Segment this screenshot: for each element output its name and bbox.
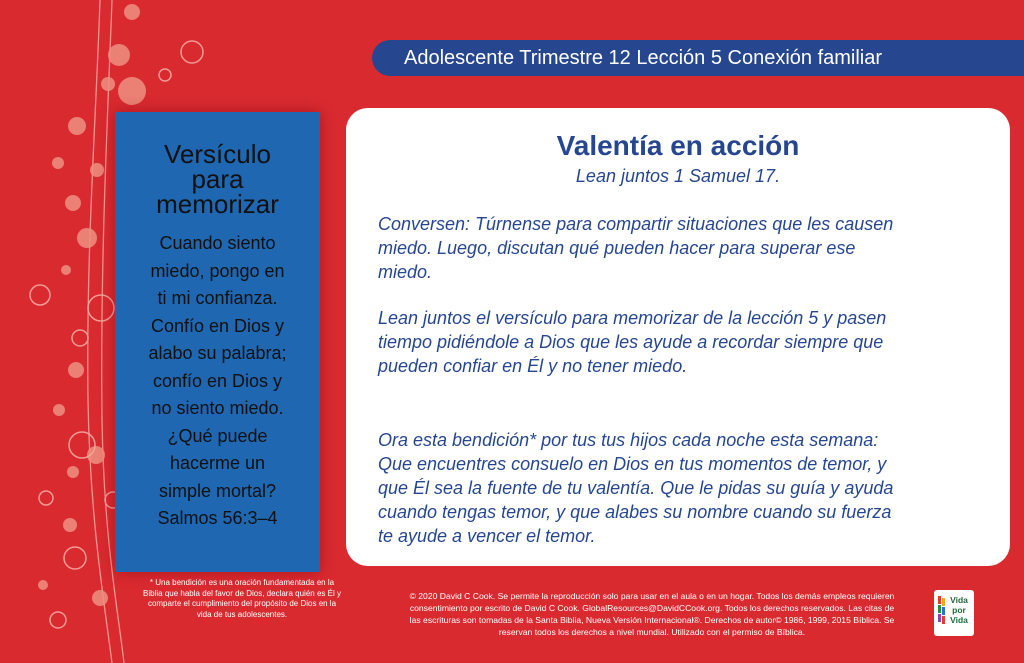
main-card — [346, 108, 1010, 566]
memory-verse-title: Versículo para memorizar — [156, 139, 279, 219]
vida-por-vida-logo — [934, 590, 974, 636]
logo-stripes-icon — [938, 596, 946, 630]
activity-subtitle: Lean juntos 1 Samuel 17. — [575, 166, 781, 186]
blessing-paragraph: Ora esta bendición* por tus tus hijos cada noche esta semana: Que encuentres consuelo en Dios en tus momentos de temor, y que Él sea la fuente de tu valentía. Que le pidas su guía y ayuda cuando tengas temor, y que alabes su nombre cuando su fuerza te ayude a vencer el temor. — [378, 430, 894, 546]
discussion-paragraph: Conversen: Túrnense para compartir situaciones que les causen miedo. Luego, discutan qué pueden hacer para superar ese miedo. — [378, 214, 894, 282]
copyright-notice: © 2020 David C Cook. Se permite la reproducción solo para usar en el aula o en un hogar. Todos los demás empleos requieren consentimiento por escrito de David C Cook. GlobalResources@DavidCCook.org. Todos los derechos reservados. Las citas de las escrituras son tomadas de la Santa Biblia, Nueva Versión Internacional®. Derechos de autor© 1986, 1999, 2015 Bíblica. Se reservan todos los derechos a nivel mundial. Utilizado con el permiso de Bíblica. — [409, 591, 895, 637]
memory-verse-text: Cuando siento miedo, pongo en ti mi confianza. Confío en Dios y alabo su palabra; confío en Dios y no siento miedo. ¿Qué puede hacerme un simple mortal? Salmos 56:3–4 — [148, 233, 287, 528]
blessing-footnote: * Una bendición es una oración fundamentada en la Biblia que habla del favor de Dios, declara quién es Él y comparte el cumplimiento del propósito de Dios en la vida de tus adolescentes. — [143, 578, 341, 619]
logo-text: Vida por Vida — [950, 595, 968, 625]
memory-verse-paragraph: Lean juntos el versículo para memorizar de la lección 5 y pasen tiempo pidiéndole a Dios que les ayude a recordar siempre que pueden confiar en Él y no tener miedo. — [378, 308, 887, 376]
activity-title: Valentía en acción — [556, 130, 800, 161]
memory-verse-box — [115, 112, 320, 572]
page-title: Adolescente Trimestre 12 Lección 5 Conexión familiar — [404, 47, 883, 69]
